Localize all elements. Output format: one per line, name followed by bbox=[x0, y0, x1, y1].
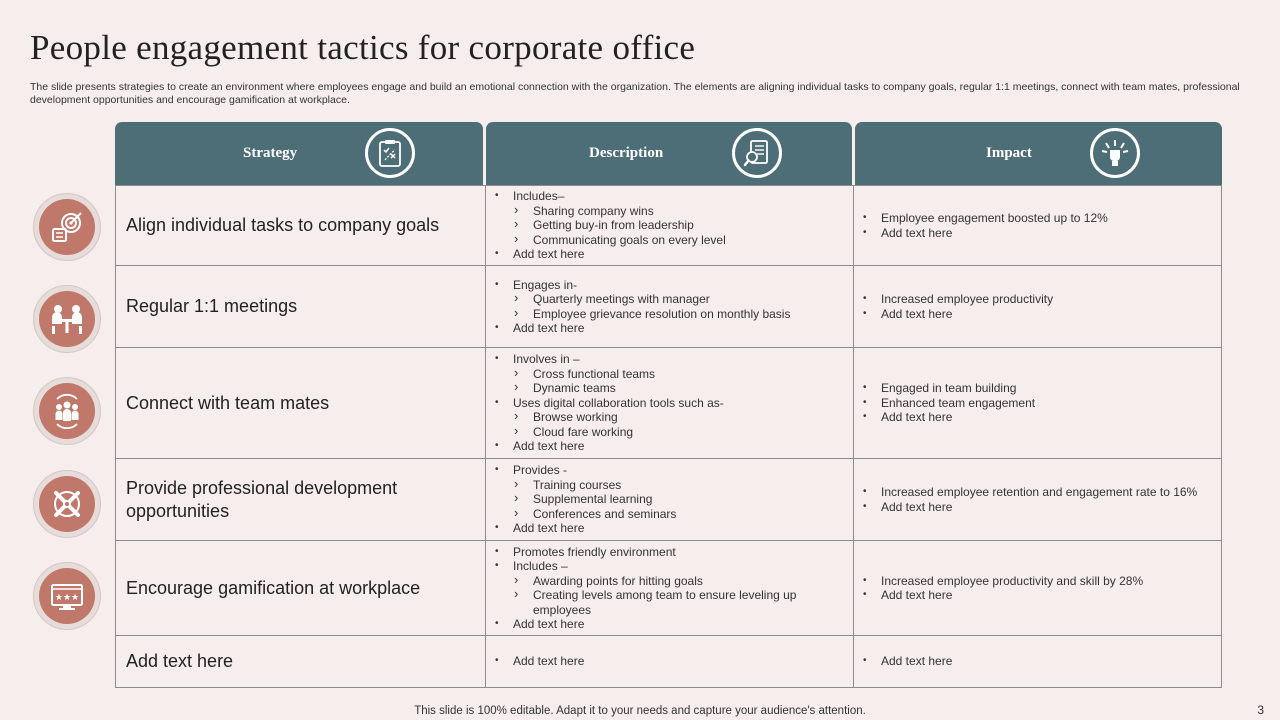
impact-cell bbox=[853, 541, 1222, 635]
bullet-item: • Add text here bbox=[494, 521, 676, 536]
bullet-item: • Add text here bbox=[862, 226, 1108, 241]
bullet-item: • Add text here bbox=[494, 654, 584, 669]
strategy-cell: Align individual tasks to company goals bbox=[115, 186, 485, 265]
table-row bbox=[115, 348, 1222, 459]
sub-bullet-item: › Cloud fare working bbox=[494, 425, 724, 440]
strategy-cell: Add text here bbox=[115, 636, 485, 687]
bullet-item: • Add text here bbox=[862, 307, 1053, 322]
bullet-item: • Employee engagement boosted up to 12% bbox=[862, 211, 1108, 226]
sub-bullet-item: › Conferences and seminars bbox=[494, 507, 676, 522]
bullet-item: • Includes– bbox=[494, 189, 726, 204]
impact-cell bbox=[853, 186, 1222, 265]
slide-title: People engagement tactics for corporate office bbox=[30, 28, 696, 67]
table-row bbox=[115, 636, 1222, 688]
sub-bullet-item: › Awarding points for hitting goals bbox=[494, 574, 853, 589]
sub-bullet-item: › Creating levels among team to ensure leveling up employees bbox=[494, 588, 853, 617]
bullet-item: • Involves in – bbox=[494, 352, 724, 367]
raised-fist-icon bbox=[1090, 128, 1140, 178]
bullet-item: • Engaged in team building bbox=[862, 381, 1035, 396]
document-review-icon bbox=[732, 128, 782, 178]
description-cell bbox=[485, 348, 853, 458]
sub-bullet-item: › Sharing company wins bbox=[494, 204, 726, 219]
description-cell bbox=[485, 266, 853, 347]
bullet-item: • Increased employee productivity bbox=[862, 292, 1053, 307]
sub-bullet-item: › Supplemental learning bbox=[494, 492, 676, 507]
svg-text:★★★: ★★★ bbox=[54, 593, 80, 603]
impact-cell bbox=[853, 266, 1222, 347]
strategy-table bbox=[115, 122, 1222, 688]
bullet-item: • Increased employee productivity and skill by 28% bbox=[862, 574, 1143, 589]
bullet-item: • Add text here bbox=[494, 321, 790, 336]
bullet-item: • Promotes friendly environment bbox=[494, 545, 853, 560]
bullet-item: • Provides - bbox=[494, 463, 676, 478]
tools-icon bbox=[33, 470, 101, 538]
impact-cell bbox=[853, 348, 1222, 458]
bullet-item: • Add text here bbox=[862, 588, 1143, 603]
bullet-item: • Add text here bbox=[862, 500, 1197, 515]
clipboard-icon bbox=[365, 128, 415, 178]
table-row bbox=[115, 459, 1222, 541]
description-cell bbox=[485, 541, 853, 635]
strategy-cell: Connect with team mates bbox=[115, 348, 485, 458]
bullet-item: • Enhanced team engagement bbox=[862, 396, 1035, 411]
description-cell bbox=[485, 459, 853, 540]
impact-cell bbox=[853, 636, 1222, 687]
description-cell bbox=[485, 636, 853, 687]
strategy-cell: Encourage gamification at workplace bbox=[115, 541, 485, 635]
header-strategy-label: Strategy bbox=[243, 145, 298, 161]
strategy-cell: Regular 1:1 meetings bbox=[115, 266, 485, 347]
slide-subtitle: The slide presents strategies to create an environment where employees engage and build an emotional connection with the organization. The elements are aligning individual tasks to company goals, regular 1:1 meetings, connect with team mates, professional development opportunities and encourage gamification at workplace. bbox=[30, 81, 1240, 106]
sub-bullet-item: › Quarterly meetings with manager bbox=[494, 292, 790, 307]
header-impact-label: Impact bbox=[986, 145, 1032, 161]
sub-bullet-item: › Communicating goals on every level bbox=[494, 233, 726, 248]
bullet-item: • Uses digital collaboration tools such as- bbox=[494, 396, 724, 411]
footer-note: This slide is 100% editable. Adapt it to your needs and capture your audience's attention. bbox=[414, 705, 866, 717]
sub-bullet-item: › Getting buy-in from leadership bbox=[494, 218, 726, 233]
sub-bullet-item: › Training courses bbox=[494, 478, 676, 493]
meeting-icon bbox=[33, 285, 101, 353]
bullet-item: • Engages in- bbox=[494, 278, 790, 293]
bullet-item: • Add text here bbox=[862, 410, 1035, 425]
gamification-screen-icon bbox=[33, 562, 101, 630]
header-impact bbox=[855, 122, 1222, 185]
bullet-item: • Add text here bbox=[494, 247, 726, 262]
impact-cell bbox=[853, 459, 1222, 540]
bullet-item: • Add text here bbox=[494, 439, 724, 454]
table-row bbox=[115, 266, 1222, 348]
sub-bullet-item: › Employee grievance resolution on monthly basis bbox=[494, 307, 790, 322]
team-icon bbox=[33, 377, 101, 445]
table-body bbox=[115, 185, 1222, 688]
sub-bullet-item: › Browse working bbox=[494, 410, 724, 425]
header-strategy bbox=[115, 122, 483, 185]
header-description bbox=[486, 122, 852, 185]
bullet-item: • Add text here bbox=[494, 617, 853, 632]
sub-bullet-item: › Dynamic teams bbox=[494, 381, 724, 396]
header-description-label: Description bbox=[589, 145, 664, 161]
strategy-cell: Provide professional development opportunities bbox=[115, 459, 485, 540]
page-number: 3 bbox=[1257, 703, 1264, 717]
bullet-item: • Increased employee retention and engagement rate to 16% bbox=[862, 485, 1197, 500]
table-row bbox=[115, 185, 1222, 266]
table-header bbox=[115, 122, 1222, 185]
target-icon bbox=[33, 193, 101, 261]
bullet-item: • Add text here bbox=[862, 654, 952, 669]
sub-bullet-item: › Cross functional teams bbox=[494, 367, 724, 382]
table-row bbox=[115, 541, 1222, 636]
description-cell bbox=[485, 186, 853, 265]
bullet-item: • Includes – bbox=[494, 559, 853, 574]
